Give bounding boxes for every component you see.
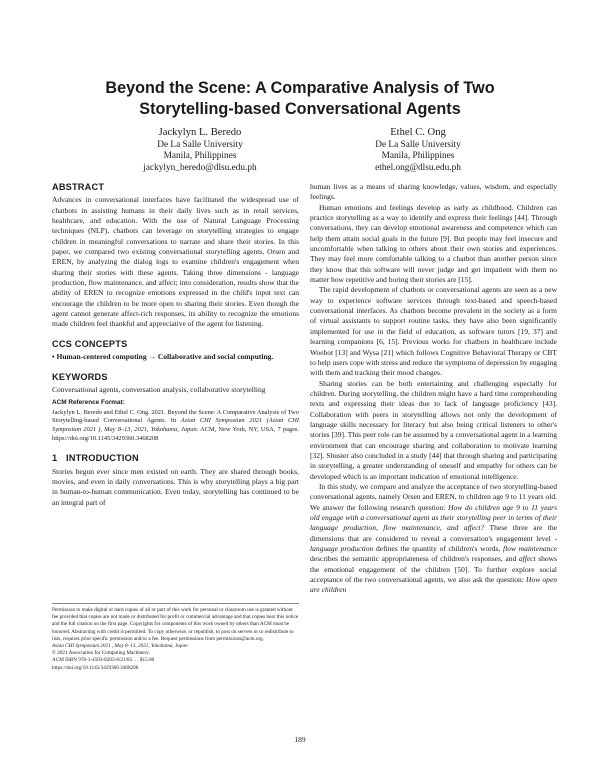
left-column [52,182,299,517]
paper-title [50,78,550,120]
section-title: INTRODUCTION [66,453,139,464]
intro-paragraph-3: The rapid development of chatbots or conversational agents are seen as a new way to experience software services through text-based and speech-based conversational interfaces. As chatbots become prevalent in the society as a form of virtual assistants to support routine tasks, they have also been significantly implemented for use in the field of education, as software tutors [19, 37] and learning companions [6, 15]. Previous works for chatbots in healthcare include Woebot [13] and Wysa [21] which follows Cognitive Behavioral Therapy or CBT to help users cope with stress and reduce the symptoms of depression by engaging with them and tracking their mood changes. [310,285,557,378]
acm-reference-heading: ACM Reference Format: [52,399,125,407]
page-number: 189 [294,735,306,744]
text-run: defines the quantity of children's words, [373,544,504,554]
text-run: shows the emotional engagement of the children [50]. To further explore social acceptance of the two conversational agents, we also ask the question: [310,554,557,585]
term-affect: affect [518,554,536,564]
doi-link[interactable]: https://doi.org/10.1145/3429360.3468208 [52,664,139,671]
intro-paragraph-2: Human emotions and feelings develop as early as childhood. Children can practice storytelling as a way to identify and express their feelings [44]. Through conversations, they can develop emotional awareness and competence which can help them attain social goals in the future [9]. But people may feel insecure and uncomfortable when talking to others about their own stories and experiences. They may feel more comfortable talking to a chatbot than another person since they know that this software will never judge and get impatient with them no matter how repetitive and boring their stories are [15]. [310,202,557,285]
author-email: jackylyn_beredo@dlsu.edu.ph [143,162,257,173]
section-number: 1 [52,453,58,464]
term-flow-maintenance: flow maintenance [503,544,557,554]
research-question: How do children age 9 to 11 years old engage with a conversational agent as their storytelling peer in terms of their language production, flow maintenance, and affect? [310,502,557,533]
abstract-text: Advances in conversational interfaces have facilitated the widespread use of chatbots in assisting humans in their daily lives such as in retail services, healthcare, and education. With the use of Natural Language Processing techniques (NLP), chatbots can leverage on storytelling strategies to engage children in meaningful conversations to narrate and share their stories. In this paper, we compared two existing conversational storytelling agents, Orsen and EREN, by analyzing the dialog logs to examine children's engagement when sharing their stories with these agents. Taking three dimensions - language production, flow maintenance, and affect; into consideration, results show that the ability of EREN to recognize emotions expressed in the child's input text can encourage the children to be more open to sharing their stories. Even though the agent cannot generate affect-rich responses, its ability to recognize the emotions made children feel thankful and appreciative of the agent for listening. [52,195,299,329]
copyright-notice: © 2021 Association for Computing Machinery. [52,650,150,657]
introduction-heading [52,453,299,463]
acm-reference-venue: Asian CHI Symposium 2021 (Asian CHI Symposium 2021 ), May 8–13, 2021, Yokohama, Japan. [52,417,299,434]
title-line-1: Beyond the Scene: A Comparative Analysis of Two [105,79,495,97]
author-name: Jackylyn L. Beredo [158,127,242,138]
isbn-notice: ACM ISBN 978-1-4503-8203-8/21/05. . . $15.00 [52,657,155,664]
author-block-2 [318,127,518,174]
right-column [310,182,557,596]
intro-paragraph-1-continued: human lives as a means of sharing knowledge, values, wisdom, and especially feelings. [310,182,557,202]
author-affiliation: De La Salle University [157,139,243,150]
venue-text: Asian CHI Symposium 2021 , May 8–13, 2021, Yokohama, Japan [52,643,188,650]
intro-paragraph-5 [310,482,557,596]
term-language-production: language production [310,544,374,554]
author-name: Ethel C. Ong [390,127,446,138]
abstract-section [52,182,299,330]
author-location: Manila, Philippines [381,151,455,162]
copyright-footnote [52,603,299,672]
author-location: Manila, Philippines [163,151,237,162]
text-run: In this study, we compare and analyze the acceptance of two storytelling-based conversational agents, namely Orsen and EREN, to children age 9 to 11 years old. We answer the following research question: [310,481,557,512]
title-line-2: Storytelling-based Conversational Agents [139,100,461,118]
intro-paragraph-4: Sharing stories can be both entertaining and challenging especially for children. During storytelling, the children might have a hard time comprehending texts and expressing their ideas due to lack of language proficiency [43]. Collaboration with peers in storytelling allows not only the development of language skills necessary for literacy but also being critical listeners to other's stories [39]. This peer role can be assumed by a conversational agent in a learning environment that can encourage sharing and collaboration to motivate learning [32]. Shuster also concluded in a study [44] that through sharing and participating in storytelling, a greater understanding of oneself and empathy for others can be developed which is an important indication of emotional intelligence. [310,378,557,481]
keywords-section [52,372,299,445]
text-run: These three are the dimensions that are considered to reveal a conversation's engagement level - [310,523,557,543]
permission-notice: Permission to make digital or hard copies of all or part of this work for personal or classroom use is granted without fee provided that copies are not made or distributed for profit or commercial advantage and that copies bear this notice and the full citation on the first page. Copyrights for components of this work owned by others than ACM must be honored. Abstracting with credit is permitted. To copy otherwise, or republish, to post on servers or to redistribute to lists, requires prior specific permission and/or a fee. Request permissions from permissions@acm.org. [52,607,299,642]
ccs-section [52,339,299,363]
ccs-concept: • Human-centered computing → Collaborative and social computing. [52,352,274,362]
ccs-heading: CCS CONCEPTS [52,338,128,349]
intro-paragraph-1: Stories begun ever since men existed on earth. They are shared through books, movies, and even in daily conversations. This is why storytelling plays a big part in human-to-human communication. Even today, storytelling has continued to be an integral part of [52,466,299,507]
author-affiliation: De La Salle University [375,139,461,150]
keywords-text: Conversational agents, conversation analysis, collaborative storytelling [52,384,266,394]
author-block-1 [100,127,300,174]
author-email: ethel.ong@dlsu.edu.ph [375,162,461,173]
text-run: describes the semantic appropriateness of children's responses, and [310,554,519,564]
introduction-section [52,453,299,508]
keywords-heading: KEYWORDS [52,371,108,382]
acm-reference-plain: Jackylyn L. Beredo and Ethel C. Ong. 2021. Beyond the Scene: A Comparative Analysis of Two Storytelling-based Conversational Agents. In [52,408,299,425]
acm-reference-doi[interactable]: ACM, New York, NY, USA, 7 pages. https://doi.org/10.1145/3429360.3468208 [52,426,300,443]
acm-reference-text [52,409,299,445]
research-question-2: How open are children [310,575,557,595]
abstract-heading: ABSTRACT [52,182,105,192]
